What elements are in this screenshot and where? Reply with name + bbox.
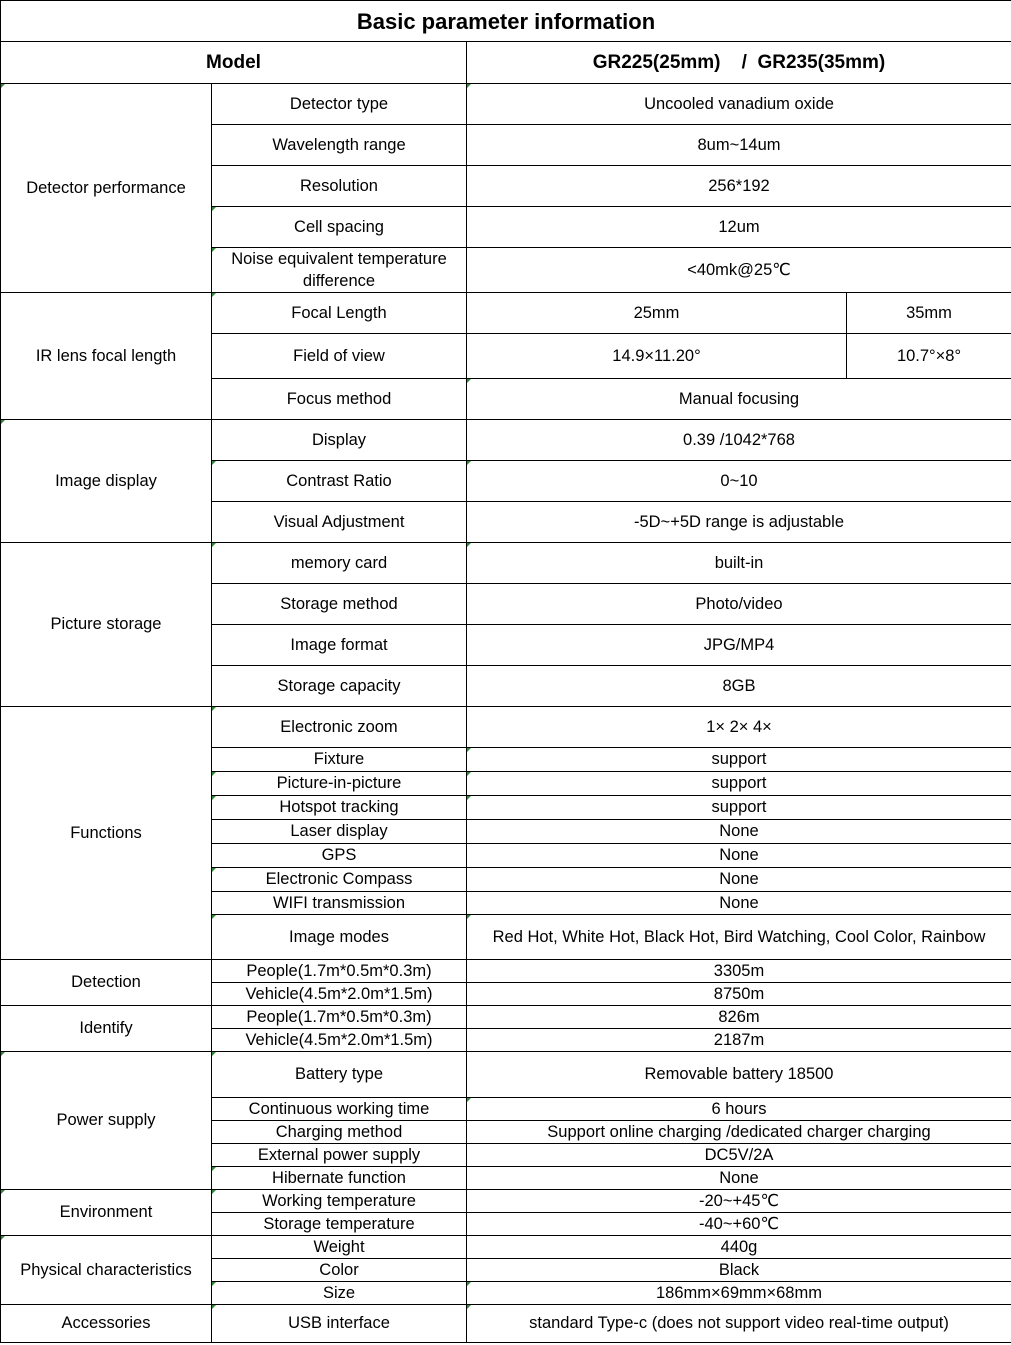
param-value: -5D~+5D range is adjustable bbox=[467, 502, 1011, 543]
table-row bbox=[1, 1052, 1011, 1098]
param-label: Picture-in-picture bbox=[212, 772, 467, 796]
param-value: DC5V/2A bbox=[467, 1144, 1011, 1167]
section-label: Accessories bbox=[1, 1305, 212, 1343]
model-label: Model bbox=[1, 42, 467, 84]
param-label: Continuous working time bbox=[212, 1098, 467, 1121]
table-row bbox=[1, 293, 1011, 334]
param-label: Electronic Compass bbox=[212, 868, 467, 892]
param-value: 3305m bbox=[467, 960, 1011, 983]
model-row bbox=[1, 42, 1011, 84]
table-row bbox=[1, 420, 1011, 461]
param-label: Field of view bbox=[212, 334, 467, 379]
param-label: Vehicle(4.5m*2.0m*1.5m) bbox=[212, 1029, 467, 1052]
section-label: Functions bbox=[1, 707, 212, 960]
param-value: -40~+60℃ bbox=[467, 1213, 1011, 1236]
param-label: Resolution bbox=[212, 166, 467, 207]
param-value: None bbox=[467, 844, 1011, 868]
param-value: Support online charging /dedicated charger charging bbox=[467, 1121, 1011, 1144]
param-value: 8um~14um bbox=[467, 125, 1011, 166]
param-label: Laser display bbox=[212, 820, 467, 844]
param-value: built-in bbox=[467, 543, 1011, 584]
section-label: Physical characteristics bbox=[1, 1236, 212, 1305]
section-label: Picture storage bbox=[1, 543, 212, 707]
param-label: Contrast Ratio bbox=[212, 461, 467, 502]
param-value-35mm: 10.7°×8° bbox=[847, 334, 1011, 379]
param-value: Photo/video bbox=[467, 584, 1011, 625]
table-row bbox=[1, 960, 1011, 983]
param-label: Fixture bbox=[212, 748, 467, 772]
param-value: support bbox=[467, 772, 1011, 796]
param-label: Charging method bbox=[212, 1121, 467, 1144]
param-label: Image modes bbox=[212, 915, 467, 960]
param-value: -20~+45℃ bbox=[467, 1190, 1011, 1213]
section-label: Power supply bbox=[1, 1052, 212, 1190]
param-label: Cell spacing bbox=[212, 207, 467, 248]
model-value: GR225(25mm) / GR235(35mm) bbox=[467, 42, 1011, 84]
param-label: Focal Length bbox=[212, 293, 467, 334]
param-label: USB interface bbox=[212, 1305, 467, 1343]
param-label: Vehicle(4.5m*2.0m*1.5m) bbox=[212, 983, 467, 1006]
param-value: 256*192 bbox=[467, 166, 1011, 207]
section-label: Identify bbox=[1, 1006, 212, 1052]
param-label: WIFI transmission bbox=[212, 892, 467, 915]
param-value: Red Hot, White Hot, Black Hot, Bird Watching, Cool Color, Rainbow bbox=[467, 915, 1011, 960]
param-label: People(1.7m*0.5m*0.3m) bbox=[212, 960, 467, 983]
param-label: Hotspot tracking bbox=[212, 796, 467, 820]
section-label: Detection bbox=[1, 960, 212, 1006]
param-label: Display bbox=[212, 420, 467, 461]
param-value: support bbox=[467, 748, 1011, 772]
param-value: 0~10 bbox=[467, 461, 1011, 502]
param-label: Detector type bbox=[212, 84, 467, 125]
param-value: None bbox=[467, 892, 1011, 915]
table-row bbox=[1, 1006, 1011, 1029]
param-label: Storage method bbox=[212, 584, 467, 625]
table-row bbox=[1, 1305, 1011, 1343]
param-value: 0.39 /1042*768 bbox=[467, 420, 1011, 461]
param-value: 6 hours bbox=[467, 1098, 1011, 1121]
param-value: <40mk@25℃ bbox=[467, 248, 1011, 293]
param-value-25mm: 14.9×11.20° bbox=[467, 334, 847, 379]
param-label: Wavelength range bbox=[212, 125, 467, 166]
table-row bbox=[1, 84, 1011, 125]
param-value: 2187m bbox=[467, 1029, 1011, 1052]
param-value: 826m bbox=[467, 1006, 1011, 1029]
param-label: Focus method bbox=[212, 379, 467, 420]
param-value: Uncooled vanadium oxide bbox=[467, 84, 1011, 125]
title-row bbox=[1, 1, 1011, 42]
param-label: memory card bbox=[212, 543, 467, 584]
spec-table-body bbox=[1, 1, 1011, 1343]
param-value: None bbox=[467, 820, 1011, 844]
section-label: Image display bbox=[1, 420, 212, 543]
param-value: None bbox=[467, 868, 1011, 892]
param-label: Battery type bbox=[212, 1052, 467, 1098]
param-value: None bbox=[467, 1167, 1011, 1190]
param-value: 186mm×69mm×68mm bbox=[467, 1282, 1011, 1305]
param-label: Working temperature bbox=[212, 1190, 467, 1213]
section-label: IR lens focal length bbox=[1, 293, 212, 420]
param-label: Storage capacity bbox=[212, 666, 467, 707]
section-label: Environment bbox=[1, 1190, 212, 1236]
param-label: Color bbox=[212, 1259, 467, 1282]
param-label: Size bbox=[212, 1282, 467, 1305]
param-value: 440g bbox=[467, 1236, 1011, 1259]
table-row bbox=[1, 543, 1011, 584]
param-value: Black bbox=[467, 1259, 1011, 1282]
param-label: Weight bbox=[212, 1236, 467, 1259]
table-row bbox=[1, 1236, 1011, 1259]
param-label: GPS bbox=[212, 844, 467, 868]
param-value: JPG/MP4 bbox=[467, 625, 1011, 666]
param-label: Visual Adjustment bbox=[212, 502, 467, 543]
param-label: Image format bbox=[212, 625, 467, 666]
param-label: Noise equivalent temperature difference bbox=[212, 248, 467, 293]
param-value-35mm: 35mm bbox=[847, 293, 1011, 334]
param-value: support bbox=[467, 796, 1011, 820]
param-value: Removable battery 18500 bbox=[467, 1052, 1011, 1098]
param-label: External power supply bbox=[212, 1144, 467, 1167]
param-label: Hibernate function bbox=[212, 1167, 467, 1190]
param-label: People(1.7m*0.5m*0.3m) bbox=[212, 1006, 467, 1029]
param-value: 12um bbox=[467, 207, 1011, 248]
table-row bbox=[1, 1190, 1011, 1213]
param-label: Storage temperature bbox=[212, 1213, 467, 1236]
param-value: standard Type-c (does not support video real-time output) bbox=[467, 1305, 1011, 1343]
param-value: 8GB bbox=[467, 666, 1011, 707]
param-value: Manual focusing bbox=[467, 379, 1011, 420]
section-label: Detector performance bbox=[1, 84, 212, 293]
param-value: 1× 2× 4× bbox=[467, 707, 1011, 748]
param-value-25mm: 25mm bbox=[467, 293, 847, 334]
param-label: Electronic zoom bbox=[212, 707, 467, 748]
table-title: Basic parameter information bbox=[1, 1, 1011, 42]
param-value: 8750m bbox=[467, 983, 1011, 1006]
table-row bbox=[1, 707, 1011, 748]
